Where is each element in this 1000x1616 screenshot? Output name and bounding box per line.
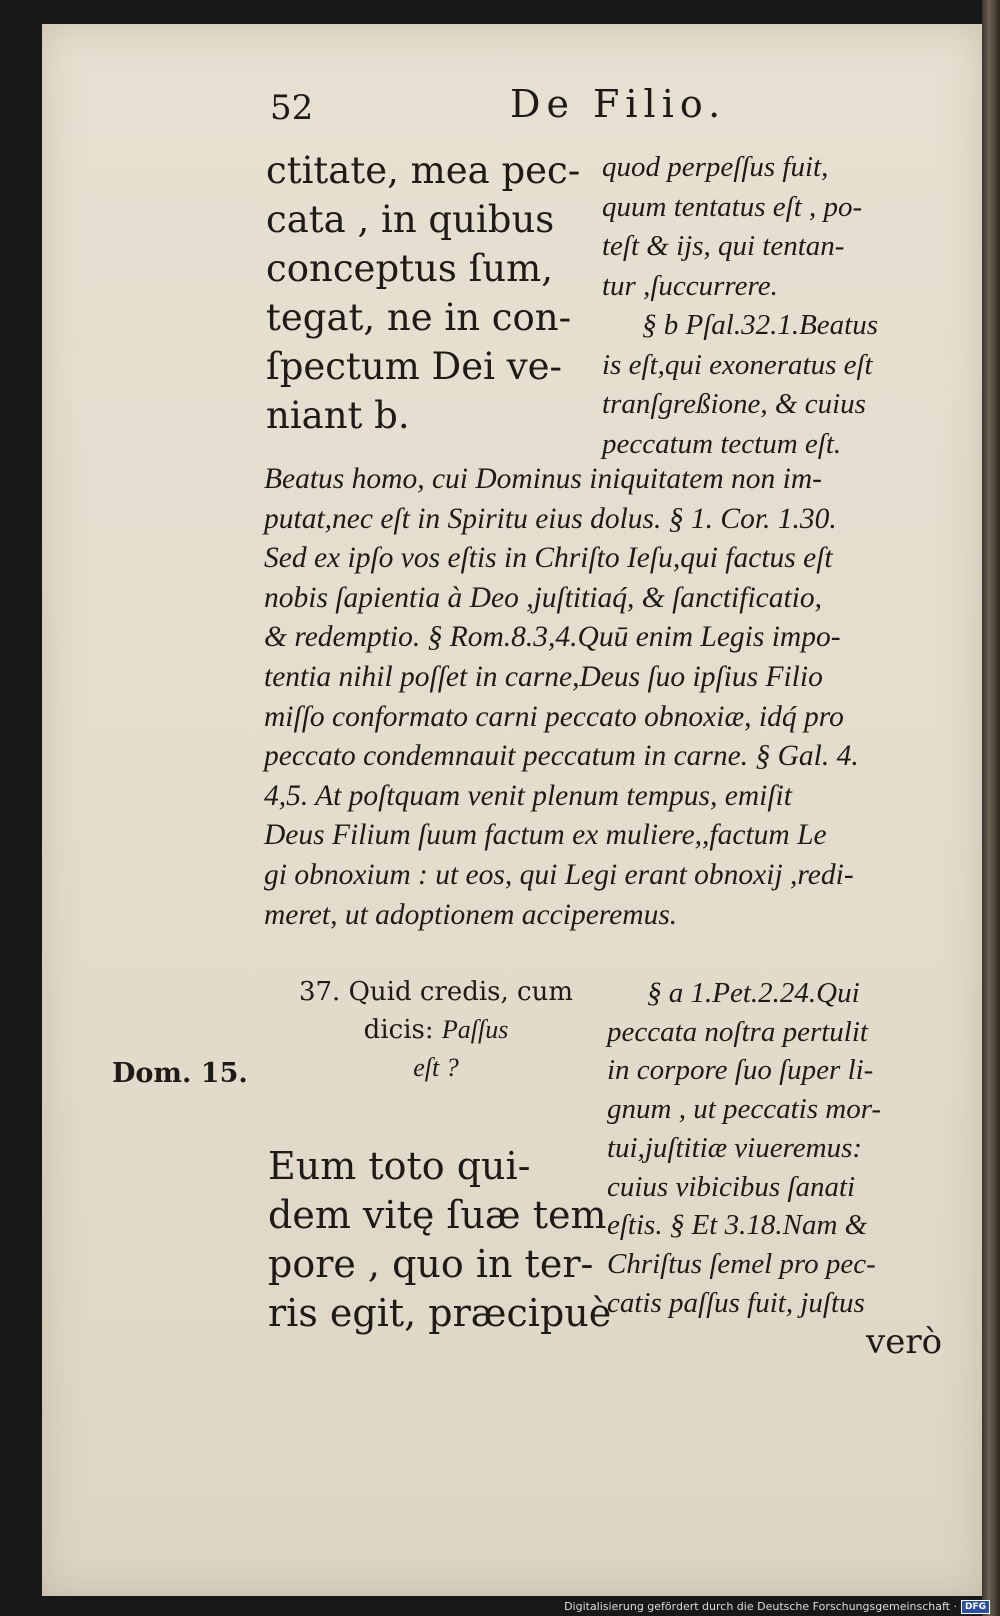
note-line: gi obnoxium : ut eos, qui Legi erant obnoxij ,redi- <box>264 858 854 891</box>
text-line: tegat, ne in con- <box>266 296 572 339</box>
book-edge <box>982 0 1000 1616</box>
answer-text <box>268 1142 612 1338</box>
note-line: in corpore ſuo ſuper li- <box>607 1054 874 1087</box>
question-heading <box>286 974 586 1086</box>
question-line <box>286 1011 586 1049</box>
running-title: De Filio. <box>510 82 727 126</box>
note-line: catis paſſus fuit, juſtus <box>607 1286 865 1319</box>
note-line: nobis ſapientia à Deo ,juſtitiaq́, & ſanctificatio, <box>264 581 823 614</box>
note-line: cuius vibicibus ſanati <box>607 1170 856 1203</box>
text-line: niant b. <box>266 394 410 437</box>
page-number: 52 <box>270 88 314 128</box>
note-line: 4,5. At poſtquam venit plenum tempus, emiſit <box>264 779 792 812</box>
text-line: dem vitę ſuæ tem <box>268 1193 607 1237</box>
catchword: verò <box>866 1322 943 1362</box>
book-page <box>42 24 982 1596</box>
note-line: quum tentatus eſt , po- <box>602 190 863 223</box>
note-line: gnum , ut peccatis mor- <box>607 1093 882 1126</box>
note-line: miſſo conformato carni peccato obnoxiæ, idq́ pro <box>264 700 844 733</box>
main-text-left <box>266 146 596 440</box>
text-line: ſpectum Dei ve- <box>266 345 562 388</box>
footnote-right-top <box>602 148 947 464</box>
note-line: teſt & ijs, qui tentan- <box>602 230 845 262</box>
note-line: is eſt,qui exoneratus eſt <box>602 348 873 381</box>
footer-text: Digitalisierung gefördert durch die Deutsche Forschungsgemeinschaft · <box>564 1600 957 1613</box>
note-line: tur ,ſuccurrere. <box>602 269 778 302</box>
question-line: 37. Quid credis, cum <box>298 977 574 1007</box>
dfg-logo: DFG <box>961 1600 990 1614</box>
question-line: eſt ? <box>413 1053 459 1082</box>
note-line: putat,nec eſt in Spiritu eius dolus. § 1. Cor. 1.30. <box>264 502 837 535</box>
text-line: Eum toto qui- <box>268 1144 531 1188</box>
note-line: meret, ut adoptionem acciperemus. <box>264 898 678 931</box>
text-line: pore , quo in ter- <box>268 1242 594 1286</box>
note-line: Sed ex ipſo vos eſtis in Chriſto Ieſu,qui factus eſt <box>264 542 833 575</box>
digitization-footer <box>0 1598 990 1616</box>
text-line: conceptus ſum, <box>266 247 553 290</box>
note-line: § b Pſal.32.1.Beatus <box>642 309 879 341</box>
note-line: Deus Filium ſuum factum ex muliere,,factum Le <box>264 819 827 852</box>
note-line: tentia nihil poſſet in carne,Deus ſuo ipſius Filio <box>264 660 823 693</box>
note-line: quod perpeſſus fuit, <box>602 151 829 183</box>
note-line: Chriſtus ſemel pro pec- <box>607 1247 876 1280</box>
margin-note: Dom. 15. <box>112 1058 248 1089</box>
note-line: & redemptio. § Rom.8.3,4.Quū enim Legis impo- <box>264 621 841 654</box>
text-line: ris egit, præcipuè <box>268 1291 612 1335</box>
note-line: peccatum tectum eſt. <box>602 427 842 460</box>
text-line: ctitate, mea pec- <box>266 149 581 192</box>
question-italic: Paſſus <box>441 1015 509 1044</box>
note-line: peccata noſtra pertulit <box>607 1015 868 1048</box>
note-line: tui,juſtitiæ viueremus: <box>607 1131 863 1164</box>
footnote-right-bottom <box>607 974 957 1322</box>
footnote-full-width <box>264 460 954 935</box>
note-line: tranſgreßione, & cuius <box>602 388 866 420</box>
note-line: eſtis. § Et 3.18.Nam & <box>607 1209 868 1242</box>
note-line: § a 1.Pet.2.24.Qui <box>647 977 860 1009</box>
question-text: dicis: <box>363 1015 442 1045</box>
note-line: peccato condemnauit peccatum in carne. § Gal. 4. <box>264 740 859 773</box>
text-line: cata , in quibus <box>266 198 555 241</box>
note-line: Beatus homo, cui Dominus iniquitatem non im- <box>264 463 822 495</box>
